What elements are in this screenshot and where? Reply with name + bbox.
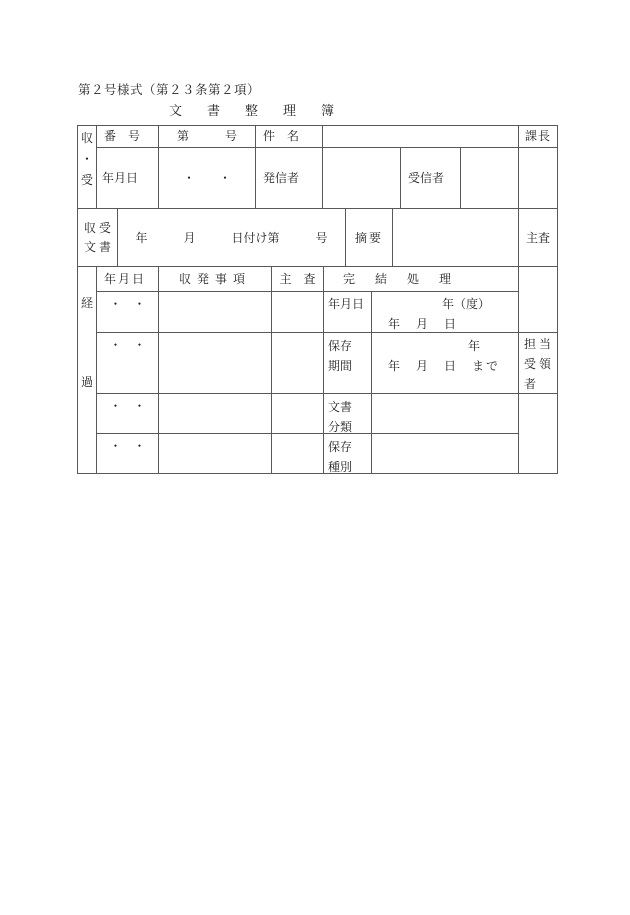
receipt-person-label-cell — [519, 333, 558, 394]
progress-row-date-cell: ・ ・ — [97, 292, 159, 333]
receipt-side-char-1: 収 — [80, 131, 93, 145]
received-doc-side-line-2: 文 書 — [83, 239, 111, 254]
progress-row-date-cell: ・ ・ — [97, 333, 159, 394]
document-classification-label-cell — [324, 394, 372, 434]
page-title: 文 書 整 理 簿 — [169, 103, 341, 118]
classification-label-line-1: 文書 — [328, 400, 353, 414]
receipt-person-line-2: 受領 — [524, 357, 555, 371]
send-receive-items-header: 収発事項 — [159, 267, 272, 292]
number-header-cell: 番 号 — [97, 126, 159, 148]
receiver-header-cell: 受信者 — [401, 148, 461, 209]
retention-label-line-2: 期間 — [328, 359, 353, 373]
document-classification-value-cell — [372, 394, 519, 434]
section-chief-header-cell: 課長 — [519, 126, 558, 148]
storage-type-label-line-1: 保存 — [328, 440, 353, 454]
subject-header-cell: 件 名 — [256, 126, 323, 148]
receipt-side-label — [78, 126, 97, 209]
classification-label-line-2: 分類 — [328, 420, 353, 434]
receipt-person-line-1: 担当 — [524, 337, 555, 351]
progress-row-examiner-cell — [272, 434, 324, 474]
progress-row-date-cell: ・ ・ — [97, 434, 159, 474]
progress-row-date-cell: ・ ・ — [97, 394, 159, 434]
completion-date-value-cell — [372, 292, 519, 333]
retention-period-value-cell — [372, 333, 519, 394]
receipt-date-header-cell: 年月日 — [97, 148, 159, 209]
register-table — [77, 125, 558, 474]
progress-row-items-cell — [159, 292, 272, 333]
form-number: 第２号様式（第２３条第２項） — [78, 83, 261, 97]
storage-type-label-line-2: 種別 — [328, 460, 353, 474]
completion-processing-header: 完 結 処 理 — [324, 267, 519, 292]
progress-side-char-1: 経 — [81, 296, 94, 310]
progress-row-examiner-cell — [272, 333, 324, 394]
progress-row-items-cell — [159, 434, 272, 474]
received-doc-side-line-1: 収 受 — [83, 220, 111, 235]
retention-year-line: 年 — [467, 339, 480, 353]
received-doc-date-cell: 年 月 日付け第 号 — [118, 209, 346, 267]
receipt-side-char-2: ・ — [80, 152, 93, 166]
chief-examiner-header: 主 査 — [272, 267, 324, 292]
section-chief-sign-cell — [519, 148, 558, 209]
receipt-person-blank-top-cell — [519, 267, 558, 333]
receipt-side-char-3: 受 — [80, 173, 93, 187]
progress-side-label — [78, 267, 97, 474]
progress-date-header: 年月日 — [97, 267, 159, 292]
receipt-person-line-3: 者 — [524, 377, 540, 391]
receiver-value-cell — [461, 148, 519, 209]
received-doc-side-label — [78, 209, 118, 267]
summary-value-cell — [393, 209, 519, 267]
completion-date-line: 年 月 日 — [388, 317, 459, 331]
chief-examiner-sign-cell: 主査 — [519, 209, 558, 267]
progress-row-items-cell — [159, 394, 272, 434]
retention-until-line: 年 月 日 まで — [388, 359, 501, 373]
sender-value-cell — [323, 148, 401, 209]
subject-value-cell — [323, 126, 519, 148]
progress-row-examiner-cell — [272, 292, 324, 333]
summary-header-cell: 摘要 — [346, 209, 393, 267]
completion-year-line: 年（度） — [441, 297, 490, 311]
completion-date-label-cell: 年月日 — [324, 292, 372, 333]
sender-header-cell: 発信者 — [256, 148, 323, 209]
progress-row-examiner-cell — [272, 394, 324, 434]
storage-type-value-cell — [372, 434, 519, 474]
number-value-cell: 第 号 — [159, 126, 256, 148]
storage-type-label-cell — [324, 434, 372, 474]
retention-period-label-cell — [324, 333, 372, 394]
progress-side-char-2: 過 — [81, 375, 94, 389]
receipt-person-blank-bottom-cell — [519, 394, 558, 474]
retention-label-line-1: 保存 — [328, 339, 353, 353]
progress-row-items-cell — [159, 333, 272, 394]
receipt-date-value-cell: ・ ・ — [159, 148, 256, 209]
